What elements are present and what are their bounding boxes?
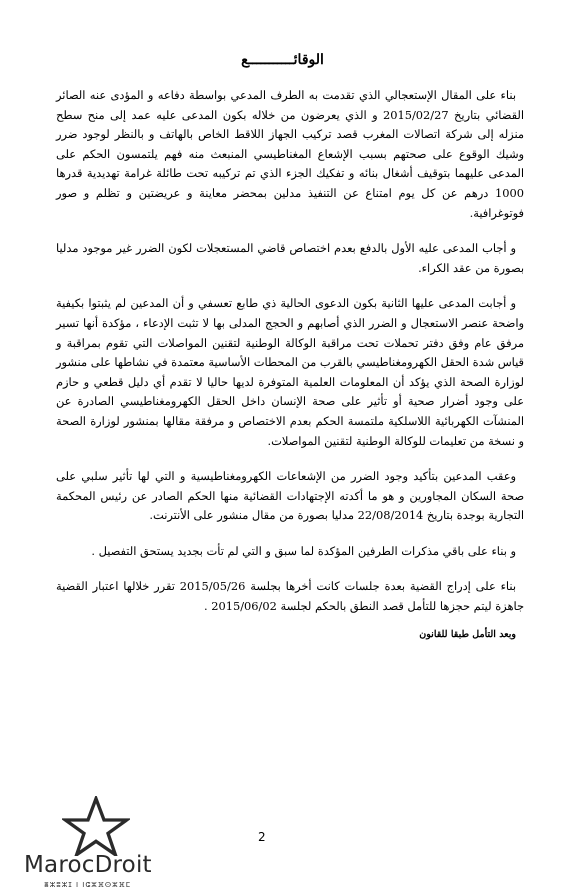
closing-line: وبعد التأمل طبقا للقانون [419, 628, 516, 640]
document-title: الوقائـــــــــــع [241, 52, 324, 68]
page-number: 2 [258, 830, 266, 844]
paragraph-remaining-briefs: و بناء على باقي مذكرات الطرفين المؤكدة لما سبق و التي لم تأت بجديد يستحق التفصيل . [91, 543, 516, 558]
paragraph-first-defendant-reply: و أجاب المدعى عليه الأول بالدفع بعدم اختصاص قاضي المستعجلات لكون الضرر غير موجود مدليا بصورة من عقد الكراء. [56, 241, 524, 275]
star-icon [62, 796, 130, 856]
paragraph-hearings: بناء على إدراج القضية بعدة جلسات كانت أخرها بجلسة 2015/05/26 تقرر خلالها اعتبار القضية جاهزة ليتم حجزها للتأمل قصد النطق بالحكم لجلسة 2015/06/02 . [56, 579, 524, 614]
logo-tifinagh: ⴻⵣⵓⵣⵊ I ⵏⵛⵣⴼⵙⵣⴼⵎ [44, 881, 132, 889]
document-body [56, 86, 524, 660]
paragraph-request: بناء على المقال الإستعجالي الذي تقدمت به الطرف المدعي بواسطة دفاعه و المؤدى عنه الصائر القضائي بتاريخ 2015/02/27 و الذي يعرضون من خلاله بكون المدعى عليه عمد إلى منح سطح منزله إلى شركة اتصالات المغرب قصد تركيب الجهاز اللاقط الخاص بالهاتف و بالنظر لوجود ضرر وشيك الوقوع على صحتهم بسبب الإشعاع المغناطيسي المنبعث منه فهم يلتمسون الحكم على المدعى عليهما بتوقيف أشغال بنائه و تفكيك الجزء الذي تم تركيبه تحت طائلة غرامة تهديدية قدرها 1000 درهم عن كل يوم امتناع عن التنفيذ مدلين بمحضر معاينة و عريضتين و تظلم و صور فوتوغرافية. [56, 88, 524, 220]
marocdroit-logo [22, 796, 182, 892]
paragraph-plaintiffs-rebuttal: وعقب المدعين بتأكيد وجود الضرر من الإشعاعات الكهرومغناطيسية و التي لها تأثير سلبي على صحة السكان المجاورين و هو ما أكدته الإجتهادات القضائية منها الحكم الصادر عن رئيس المحكمة التجارية بوجدة بتاريخ 22/08/2014 مدليا بصورة من مقال منشور على الأنترنت. [56, 469, 524, 523]
logo-name: MarocDroit [24, 852, 152, 878]
paragraph-second-defendant-reply: و أجابت المدعى عليها الثانية بكون الدعوى الحالية ذي طابع تعسفي و أن المدعين لم يثبتوا بكيفية واضحة عنصر الاستعجال و الضرر الذي أصابهم و الحجج المدلى بها لا تثبت الإدعاء ، مؤكدة أنها تسير مرفق عام وفق دفتر تحملات تحت مراقبة الوكالة الوطنية لتقنين المواصلات التي تقوم بمراقبة و قياس شدة الحقل الكهرومغناطيسي بالقرب من المحطات الأساسية معتمدة في نشاطها على منشور لوزارة الصحة الذي يؤكد أن المعلومات العلمية المتوفرة لديها حاليا لا تقدم أي دليل قطعي و حازم على وجود أضرار صحية أو تأثير على صحة الإنسان داخل الحقل الكهرومغناطيسي الصادرة عن المنشآت الكهربائية اللاسلكية ملتمسة الحكم بعدم الاختصاص و مرفقة مقالها بمنشور لوزارة الصحة و نسخة من تعليمات للوكالة الوطنية لتقنين المواصلات. [56, 296, 524, 448]
